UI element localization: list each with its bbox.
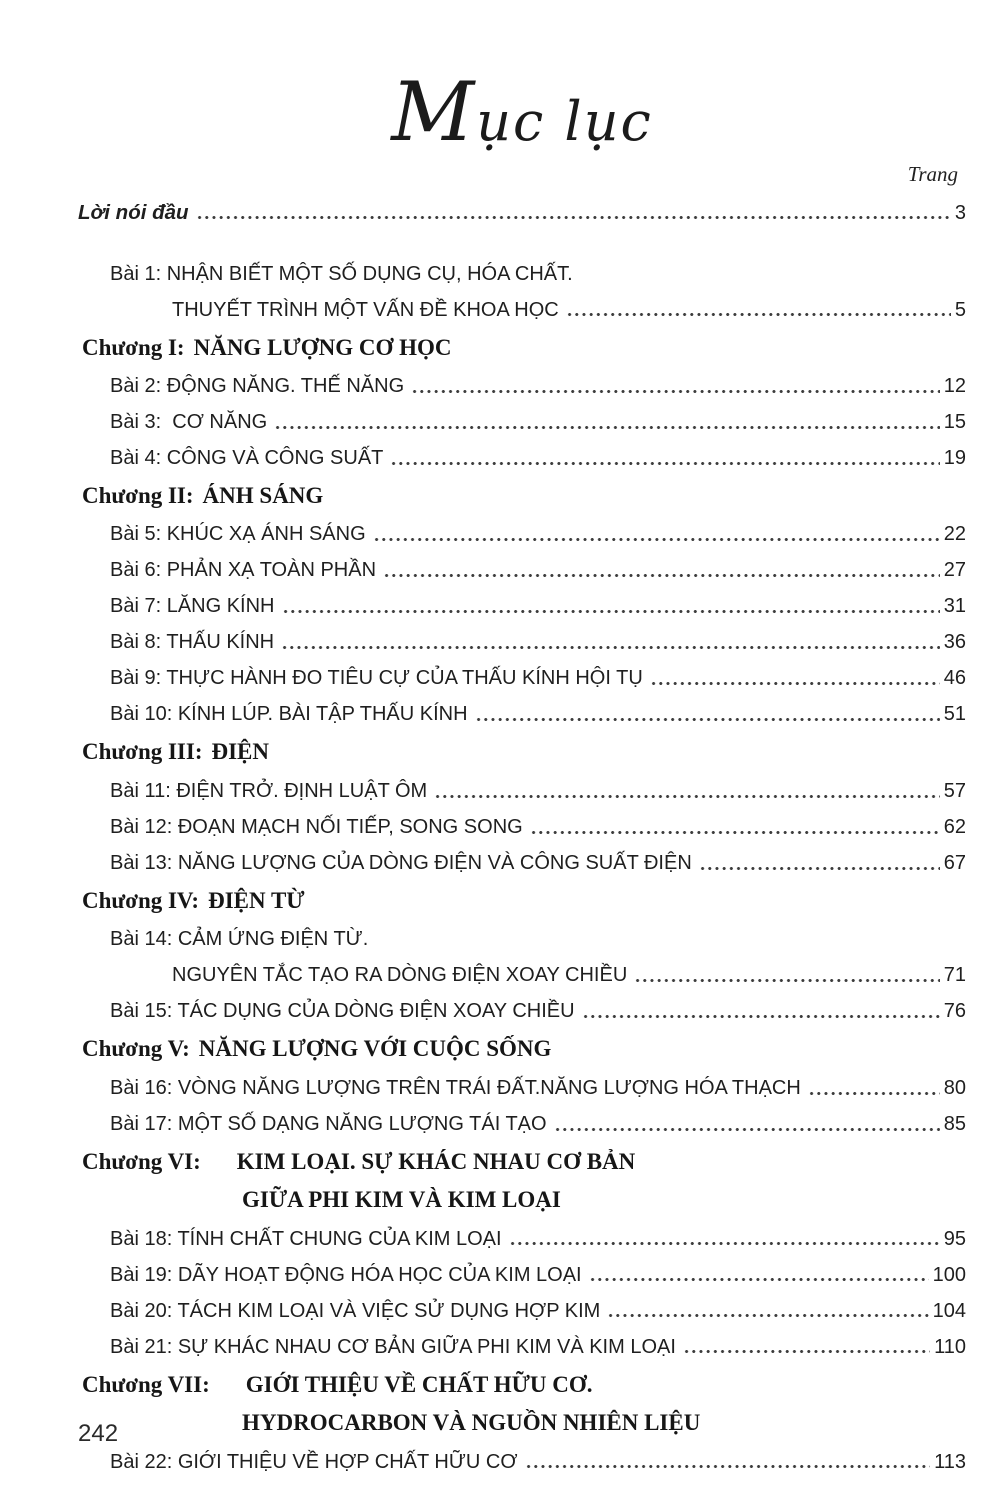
toc-entry-label: Bài 22: GIỚI THIỆU VỀ HỢP CHẤT HỮU CƠ <box>110 1450 518 1473</box>
toc-chapter <box>82 739 966 765</box>
toc-entry-row <box>110 447 966 470</box>
toc-entry-page: 15 <box>943 411 966 433</box>
toc-entry-page: 12 <box>943 375 966 397</box>
chapter-number: Chương IV: <box>82 887 200 913</box>
toc-entry-page: 57 <box>943 779 966 802</box>
toc-entry-page: 46 <box>943 667 966 690</box>
toc-entry-label: Bài 11: ĐIỆN TRỞ. ĐỊNH LUẬT ÔM <box>110 779 428 802</box>
toc-entry <box>110 703 966 726</box>
dot-leader <box>282 603 940 615</box>
chapter-number: Chương VI: <box>82 1148 201 1174</box>
footer-page-number: 242 <box>78 1420 119 1447</box>
chapter-title: ĐIỆN <box>211 739 270 765</box>
toc-entry-page: 36 <box>943 631 966 654</box>
dot-leader <box>281 639 940 651</box>
toc-entry-label: Bài 18: TÍNH CHẤT CHUNG CỦA KIM LOẠI <box>110 1227 502 1250</box>
chapter-heading <box>82 1372 966 1398</box>
dot-leader <box>650 675 940 687</box>
toc-entry-row <box>110 703 966 726</box>
dot-leader <box>699 860 940 872</box>
toc-entry-page: 67 <box>943 851 966 874</box>
dot-leader <box>274 419 940 431</box>
dot-leader <box>383 567 940 579</box>
toc-entry <box>110 447 966 470</box>
toc-entry-row <box>110 375 966 398</box>
toc-entry-page: 5 <box>954 298 966 321</box>
toc-entry-row <box>110 1113 966 1136</box>
toc-chapter <box>82 335 966 361</box>
chapter-number: Chương VII: <box>82 1371 210 1397</box>
toc-entry-page: 100 <box>932 1263 966 1286</box>
toc-entry <box>110 1264 966 1287</box>
toc-entry-page: 71 <box>943 964 966 987</box>
dot-leader <box>434 788 940 800</box>
toc-entry-page: 95 <box>943 1227 966 1250</box>
chapter-heading <box>82 1149 966 1175</box>
dot-leader <box>509 1236 940 1248</box>
toc-entry <box>110 852 966 875</box>
toc-entry <box>110 1000 966 1023</box>
chapter-title: NĂNG LƯỢNG VỚI CUỘC SỐNG <box>198 1036 552 1062</box>
toc-entry-page: 62 <box>943 815 966 838</box>
toc-entry-row <box>110 780 966 803</box>
dot-leader <box>411 383 940 395</box>
chapter-heading <box>82 483 966 509</box>
toc-entry-label: Bài 9: THỰC HÀNH ĐO TIÊU CỰ CỦA THẤU KÍNH HỘI TỤ <box>110 667 643 690</box>
toc-entry-label: Bài 20: TÁCH KIM LOẠI VÀ VIỆC SỬ DỤNG HỢP KIM <box>110 1299 601 1322</box>
chapter-heading <box>82 1036 966 1062</box>
toc-entry <box>110 1451 966 1474</box>
toc-entry <box>110 816 966 839</box>
page-column-header: Trang <box>907 162 958 186</box>
toc-entry-label: Bài 6: PHẢN XẠ TOÀN PHẦN <box>110 559 377 582</box>
dot-leader <box>582 1008 940 1020</box>
toc-entry-label: Bài 10: KÍNH LÚP. BÀI TẬP THẤU KÍNH <box>110 703 468 726</box>
toc-entry <box>110 263 966 322</box>
dot-leader <box>607 1308 928 1320</box>
toc-entry <box>110 523 966 546</box>
chapter-title-line2: GIỮA PHI KIM VÀ KIM LOẠI <box>242 1187 561 1213</box>
toc-entry <box>110 375 966 398</box>
toc-entry <box>110 1336 966 1359</box>
toc-entry-label: Bài 13: NĂNG LƯỢNG CỦA DÒNG ĐIỆN VÀ CÔNG SUẤT ĐIỆN <box>110 851 692 874</box>
toc-entry-row <box>110 1451 966 1474</box>
toc-entry-label: Bài 1: NHẬN BIẾT MỘT SỐ DỤNG CỤ, HÓA CHẤT. <box>110 262 573 285</box>
dot-leader <box>530 824 940 836</box>
toc-entry-row <box>110 1264 966 1287</box>
toc-entry-label: Bài 19: DÃY HOẠT ĐỘNG HÓA HỌC CỦA KIM LOẠI <box>110 1263 582 1286</box>
toc-chapter <box>82 483 966 509</box>
toc-entry-label: Bài 4: CÔNG VÀ CÔNG SUẤT <box>110 447 384 469</box>
toc-entry-row <box>110 411 966 434</box>
toc-entry-page: 110 <box>934 1335 966 1358</box>
toc-chapter <box>82 888 966 914</box>
dot-leader <box>554 1121 940 1133</box>
toc-entry-row <box>110 299 966 322</box>
toc-entry <box>110 780 966 803</box>
toc-entry <box>110 1228 966 1251</box>
toc-entry-page: 113 <box>934 1450 966 1473</box>
toc-entry-row <box>110 631 966 654</box>
toc-entry <box>110 1113 966 1136</box>
toc-entry-page: 104 <box>932 1299 966 1322</box>
chapter-title: ÁNH SÁNG <box>202 483 324 508</box>
toc-entry <box>110 631 966 654</box>
chapter-heading <box>82 335 966 361</box>
chapter-number: Chương II: <box>82 483 194 508</box>
dot-leader <box>589 1272 929 1284</box>
toc-entry-row <box>110 1077 966 1100</box>
toc-entry-label: Bài 15: TÁC DỤNG CỦA DÒNG ĐIỆN XOAY CHIỀU <box>110 1000 575 1023</box>
toc-entry <box>110 411 966 434</box>
chapter-number: Chương I: <box>82 334 185 360</box>
document-title: Mục lục <box>391 66 653 160</box>
toc-entry-page: 22 <box>943 523 966 546</box>
dot-leader <box>683 1344 930 1356</box>
toc-entry-row <box>110 1336 966 1359</box>
toc-entry-label: Bài 16: VÒNG NĂNG LƯỢNG TRÊN TRÁI ĐẤT.NĂNG LƯỢNG HÓA THẠCH <box>110 1076 801 1099</box>
toc-entry-page: 19 <box>943 447 966 469</box>
dot-leader <box>634 972 939 984</box>
toc-chapter <box>82 1372 966 1437</box>
dot-leader <box>390 455 939 467</box>
toc-chapter <box>82 1036 966 1062</box>
chapter-heading <box>82 888 966 914</box>
toc-entry-row <box>110 667 966 690</box>
toc-entry-label: Bài 14: CẢM ỨNG ĐIỆN TỪ. <box>110 928 369 951</box>
chapter-number: Chương III: <box>82 739 203 765</box>
toc-entry <box>110 559 966 582</box>
toc-entry-row <box>110 852 966 875</box>
toc-entry-row <box>110 1300 966 1323</box>
toc-entry-label: Lời nói đầu <box>78 201 189 224</box>
toc-entry <box>110 1300 966 1323</box>
dot-leader <box>373 531 940 543</box>
toc-entry-row <box>110 1228 966 1251</box>
dot-leader <box>808 1085 940 1097</box>
toc-entry-page: 76 <box>943 1000 966 1023</box>
dot-leader <box>475 711 940 723</box>
chapter-title: GIỚI THIỆU VỀ CHẤT HỮU CƠ. <box>245 1371 593 1397</box>
toc-entry-label-continuation: THUYẾT TRÌNH MỘT VẤN ĐỀ KHOA HỌC <box>172 298 559 321</box>
chapter-title: ĐIỆN TỪ <box>208 887 305 913</box>
dot-leader <box>525 1459 931 1471</box>
toc-entry-label: Bài 3: CƠ NĂNG <box>110 411 268 433</box>
chapter-title-line2: HYDROCARBON VÀ NGUỒN NHIÊN LIỆU <box>242 1410 701 1436</box>
toc-entry-row <box>110 595 966 618</box>
toc-entry-page: 51 <box>943 703 966 726</box>
toc-list <box>78 201 966 1474</box>
toc-entry <box>110 1077 966 1100</box>
toc-entry-label: Bài 2: ĐỘNG NĂNG. THẾ NĂNG <box>110 375 405 397</box>
toc-entry-row <box>110 523 966 546</box>
toc-entry <box>78 201 966 225</box>
toc-entry-label: Bài 5: KHÚC XẠ ÁNH SÁNG <box>110 523 366 546</box>
chapter-heading <box>82 739 966 765</box>
toc-entry <box>110 928 966 987</box>
toc-entry-page: 85 <box>943 1112 966 1135</box>
toc-entry-row <box>78 201 966 225</box>
chapter-title: NĂNG LƯỢNG CƠ HỌC <box>193 334 452 360</box>
chapter-number: Chương V: <box>82 1036 190 1062</box>
toc-entry-label: Bài 7: LĂNG KÍNH <box>110 595 275 618</box>
dot-leader <box>196 210 951 222</box>
toc-entry-label: Bài 8: THẤU KÍNH <box>110 631 275 654</box>
toc-entry-page: 80 <box>943 1076 966 1099</box>
chapter-title: KIM LOẠI. SỰ KHÁC NHAU CƠ BẢN <box>236 1148 636 1174</box>
dot-leader <box>566 307 951 319</box>
toc-entry-label: Bài 12: ĐOẠN MẠCH NỐI TIẾP, SONG SONG <box>110 815 523 838</box>
toc-entry-label-continuation: NGUYÊN TẮC TẠO RA DÒNG ĐIỆN XOAY CHIỀU <box>172 964 628 987</box>
toc-entry <box>110 667 966 690</box>
toc-entry-row <box>110 559 966 582</box>
toc-entry-row <box>110 1000 966 1023</box>
toc-entry-label: Bài 21: SỰ KHÁC NHAU CƠ BẢN GIỮA PHI KIM VÀ KIM LOẠI <box>110 1335 676 1358</box>
toc-entry-page: 3 <box>954 201 966 224</box>
toc-entry-row <box>110 964 966 987</box>
toc-entry-label: Bài 17: MỘT SỐ DẠNG NĂNG LƯỢNG TÁI TẠO <box>110 1112 547 1135</box>
toc-entry <box>110 595 966 618</box>
toc-entry-page: 27 <box>943 559 966 582</box>
toc-chapter <box>82 1149 966 1214</box>
toc-entry-page: 31 <box>943 595 966 618</box>
toc-entry-row <box>110 816 966 839</box>
